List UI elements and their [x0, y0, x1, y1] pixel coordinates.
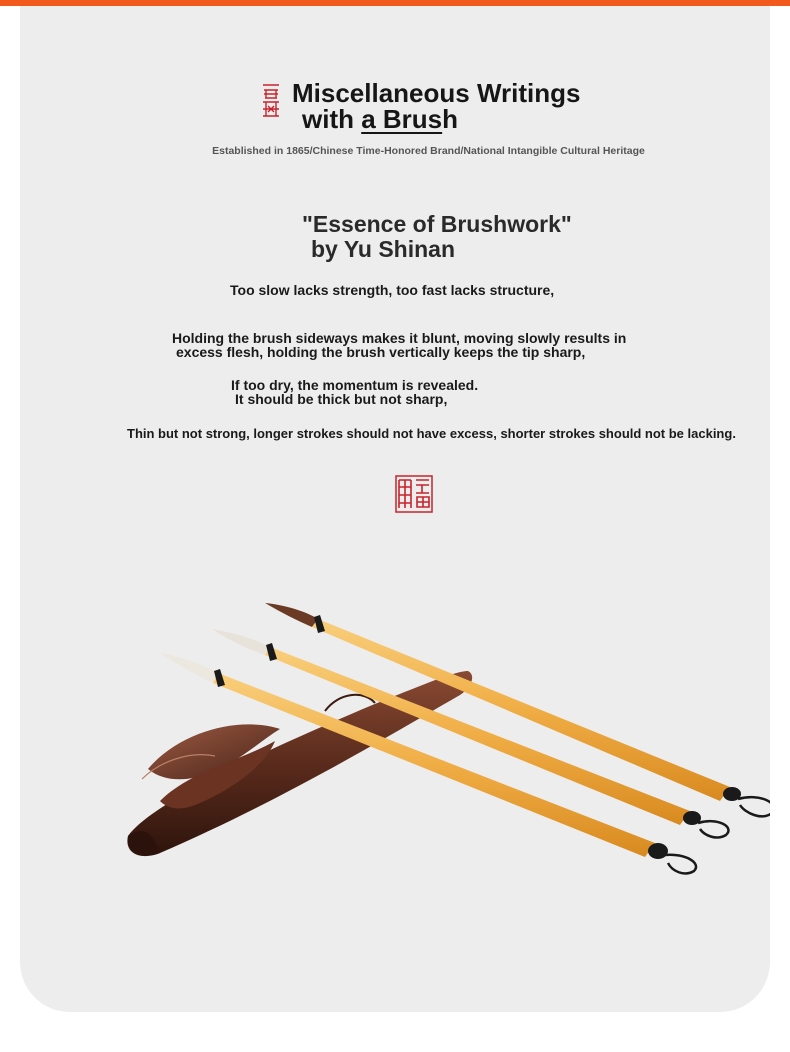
poem-line: Holding the brush sideways makes it blunt, moving slowly results in — [172, 330, 627, 346]
brand-subtitle: Established in 1865/Chinese Time-Honored Brand/National Intangible Cultural Heritage — [212, 145, 645, 157]
poem-line: If too dry, the momentum is revealed. — [231, 377, 479, 393]
poem-title — [302, 212, 642, 262]
title-underlined-text: a Brus — [361, 104, 443, 134]
poem-author: by Yu Shinan — [311, 236, 455, 262]
poem-line: Too slow lacks strength, too fast lacks structure, — [230, 282, 555, 298]
title-line-2 — [292, 106, 652, 132]
poem-title-line-1: "Essence of Brushwork" — [302, 211, 572, 237]
brush-1 — [265, 603, 770, 816]
title-line-2-suffix: h — [442, 104, 459, 134]
poem-line: It should be thick but not sharp, — [235, 391, 448, 407]
calligraphy-brush-illustration — [120, 591, 770, 891]
brush-2 — [212, 629, 728, 837]
content-card — [20, 6, 770, 1012]
seal-stamp-icon — [260, 82, 282, 120]
title-line-2-prefix: with — [302, 104, 362, 134]
page-title — [292, 80, 652, 132]
poem-line: Thin but not strong, longer strokes should not have excess, shorter strokes should not be lacking. — [127, 426, 736, 441]
seal-stamp-icon — [395, 475, 433, 513]
poem-line: excess flesh, holding the brush vertically keeps the tip sharp, — [176, 344, 586, 360]
title-line-1: Miscellaneous Writings — [292, 78, 581, 108]
